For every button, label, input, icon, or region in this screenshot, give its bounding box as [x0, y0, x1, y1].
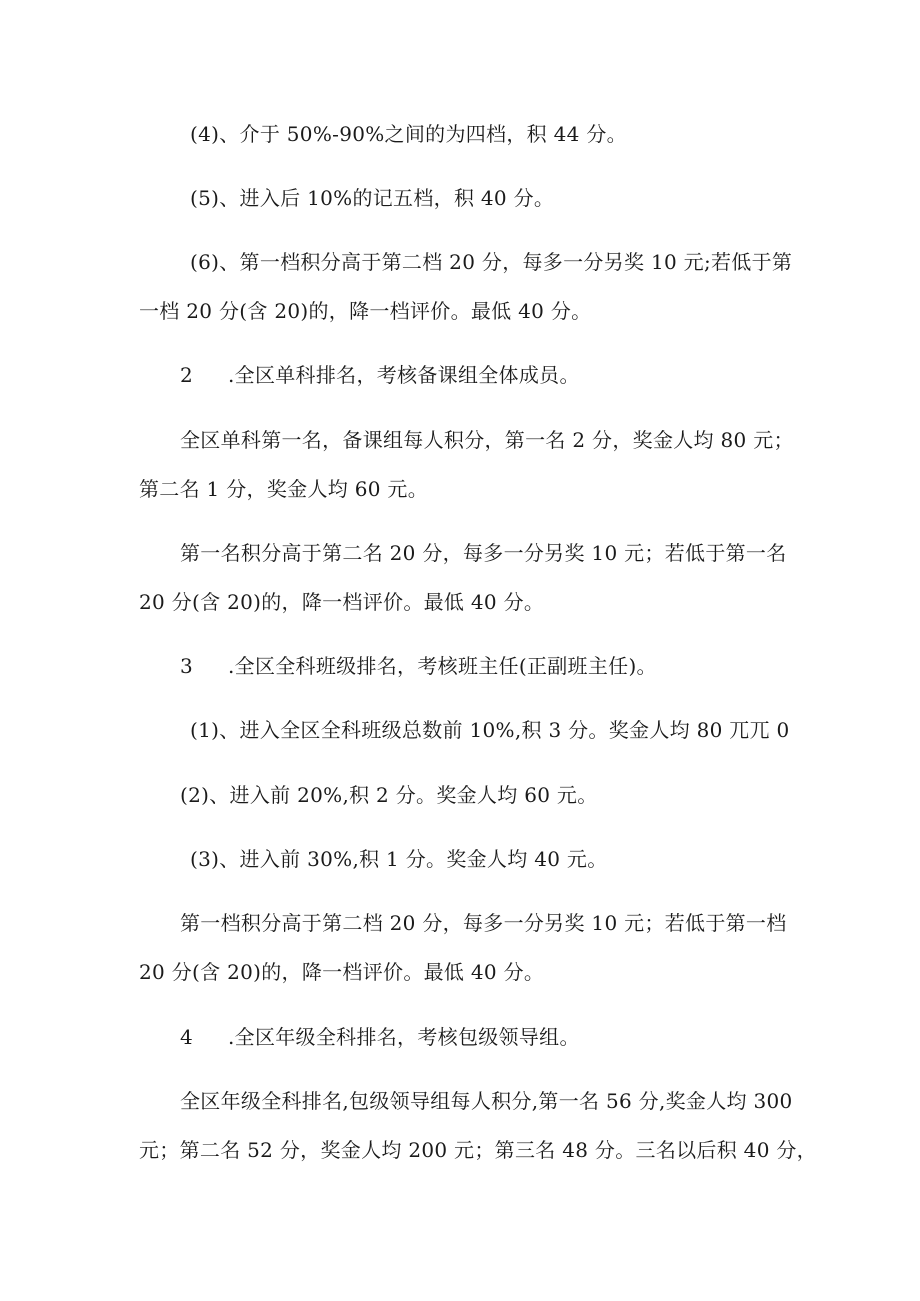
paragraph-tier-4 [190, 122, 627, 146]
paragraph-grade-ranking-line-1 [180, 1089, 793, 1113]
paragraph-single-subject-bonus-line-2 [139, 590, 544, 614]
section-title: .全区年级全科排名，考核包级领导组。 [228, 1025, 580, 1049]
section-number: 2 [180, 363, 194, 387]
section-heading-2 [180, 363, 580, 387]
line-text: 全区单科第一名，备课组每人积分，第一名 2 分，奖金人均 80 元； [180, 428, 794, 452]
paragraph-tier-5 [190, 186, 554, 210]
paragraph-class-tier-3 [190, 847, 608, 871]
section-number: 4 [180, 1025, 194, 1049]
section-title: .全区单科排名，考核备课组全体成员。 [228, 363, 580, 387]
line-text: 元；第二名 52 分，奖金人均 200 元；第三名 48 分。三名以后积 40 分， [139, 1138, 817, 1162]
line-text: (6)、第一档积分高于第二档 20 分，每多一分另奖 10 元;若低于第 [190, 250, 793, 274]
line-text: (3)、进入前 30%,积 1 分。奖金人均 40 元。 [190, 847, 608, 871]
paragraph-class-tier-2 [180, 783, 598, 807]
line-text: 一档 20 分(含 20)的，降一档评价。最低 40 分。 [139, 299, 592, 323]
paragraph-single-subject-line-2 [139, 477, 428, 501]
paragraph-single-subject-bonus-line-1 [180, 541, 787, 565]
line-text: 20 分(含 20)的，降一档评价。最低 40 分。 [139, 590, 545, 614]
line-text: (1)、进入全区全科班级总数前 10%,积 3 分。奖金人均 80 兀兀 0 [190, 718, 790, 742]
line-text: 第二名 1 分，奖金人均 60 元。 [139, 477, 429, 501]
paragraph-tier-6-line-2 [139, 299, 591, 323]
paragraph-single-subject-line-1 [180, 428, 794, 452]
paragraph-class-bonus-line-2 [139, 960, 544, 984]
line-text: 全区年级全科排名,包级领导组每人积分,第一名 56 分,奖金人均 300 [180, 1089, 793, 1113]
line-text: (2)、进入前 20%,积 2 分。奖金人均 60 元。 [180, 783, 598, 807]
paragraph-class-tier-1 [190, 718, 790, 742]
section-title: .全区全科班级排名，考核班主任(正副班主任)。 [228, 654, 657, 678]
paragraph-grade-ranking-line-2 [139, 1138, 817, 1162]
paragraph-tier-6-line-1 [190, 250, 792, 274]
paragraph-class-bonus-line-1 [180, 911, 787, 935]
section-heading-4 [180, 1025, 580, 1049]
line-text: 20 分(含 20)的，降一档评价。最低 40 分。 [139, 960, 545, 984]
line-text: 第一档积分高于第二档 20 分，每多一分另奖 10 元；若低于第一档 [180, 911, 787, 935]
line-text: (5)、进入后 10%的记五档，积 40 分。 [190, 186, 555, 210]
line-text: (4)、介于 50%-90%之间的为四档，积 44 分。 [190, 122, 627, 146]
line-text: 第一名积分高于第二名 20 分，每多一分另奖 10 元；若低于第一名 [180, 541, 787, 565]
section-heading-3 [180, 654, 657, 678]
section-number: 3 [180, 654, 194, 678]
